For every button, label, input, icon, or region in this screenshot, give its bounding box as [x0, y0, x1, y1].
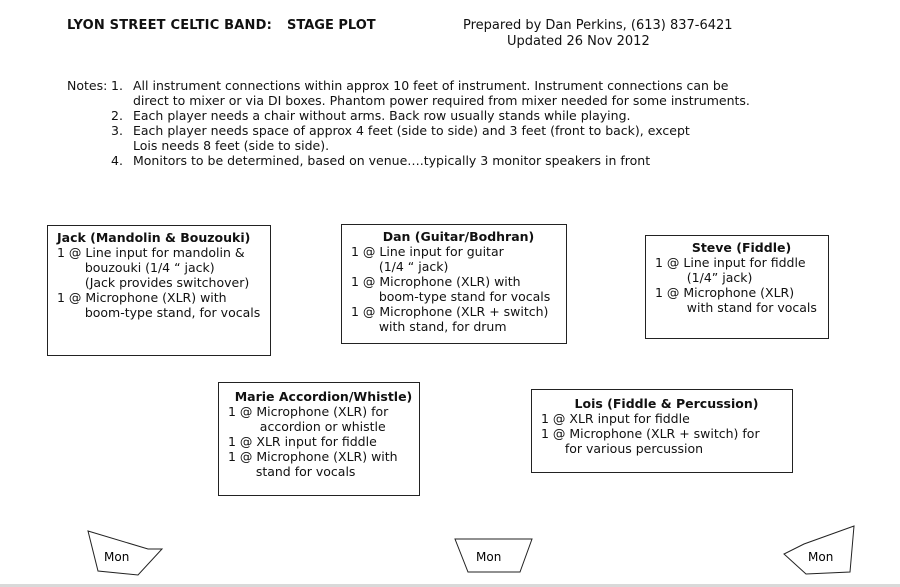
player-title: Steve (Fiddle) — [691, 240, 792, 255]
player-requirement: boom-type stand, for vocals — [57, 305, 261, 320]
monitor-left — [86, 529, 166, 577]
note-number: 1. — [111, 78, 123, 93]
player-requirement: 1 @ Line input for fiddle — [655, 255, 806, 270]
player-box-dan — [341, 224, 567, 344]
band-title: LYON STREET CELTIC BAND: — [67, 18, 273, 33]
player-requirement: 1 @ Microphone (XLR) — [655, 285, 795, 300]
player-requirement: bouzouki (1/4 “ jack) — [57, 260, 215, 275]
monitor-label: Mon — [476, 550, 502, 564]
player-requirement: 1 @ Microphone (XLR + switch) — [351, 304, 549, 319]
prepared-by: Prepared by Dan Perkins, (613) 837-6421 — [463, 18, 733, 33]
note-text: All instrument connections within approx 10 feet of instrument. Instrument connections can be direct to mixer or via DI boxes. Phantom power required from mixer needed for some instruments. — [133, 78, 750, 108]
updated-date: Updated 26 Nov 2012 — [507, 34, 650, 49]
player-title: Jack (Mandolin & Bouzouki) — [57, 230, 251, 245]
player-requirement: accordion or whistle — [228, 419, 386, 434]
player-requirement: stand for vocals — [228, 464, 356, 479]
player-requirement: (1/4” jack) — [655, 270, 753, 285]
player-requirement: 1 @ Microphone (XLR) with — [228, 449, 398, 464]
monitor-center — [454, 538, 534, 578]
notes-label: Notes: — [67, 78, 108, 93]
player-requirement: with stand, for drum — [351, 319, 507, 334]
player-requirement: (1/4 “ jack) — [351, 259, 449, 274]
player-box-jack — [47, 225, 271, 356]
note-text: Each player needs a chair without arms. Back row usually stands while playing. — [133, 108, 631, 123]
player-title: Dan (Guitar/Bodhran) — [382, 229, 535, 244]
note-text: Monitors to be determined, based on venue….typically 3 monitor speakers in front — [133, 153, 651, 168]
note-number: 3. — [111, 123, 123, 138]
monitor-shape — [782, 524, 858, 578]
monitor-label: Mon — [808, 550, 834, 564]
player-box-marie — [218, 382, 420, 496]
player-requirement: 1 @ Microphone (XLR) with — [57, 290, 227, 305]
player-requirement: 1 @ XLR input for fiddle — [228, 434, 377, 449]
note-number: 4. — [111, 153, 123, 168]
player-box-steve — [645, 235, 829, 339]
player-requirement: 1 @ Microphone (XLR) with — [351, 274, 521, 289]
player-requirement: 1 @ Line input for guitar — [351, 244, 504, 259]
player-requirement: 1 @ Microphone (XLR) for — [228, 404, 389, 419]
page-subtitle: STAGE PLOT — [287, 18, 376, 33]
note-text: Each player needs space of approx 4 feet (side to side) and 3 feet (front to back), except Lois needs 8 feet (side to side). — [133, 123, 690, 153]
monitor-right — [782, 524, 858, 578]
player-requirement: boom-type stand for vocals — [351, 289, 551, 304]
player-requirement: 1 @ Microphone (XLR + switch) for — [541, 426, 760, 441]
player-box-lois — [531, 389, 793, 473]
player-title: Lois (Fiddle & Percussion) — [574, 396, 759, 411]
monitor-label: Mon — [104, 550, 130, 564]
player-title: Marie Accordion/Whistle) — [234, 389, 413, 404]
player-requirement: 1 @ Line input for mandolin & — [57, 245, 245, 260]
player-requirement: with stand for vocals — [655, 300, 817, 315]
monitor-shape — [86, 529, 166, 577]
player-requirement: 1 @ XLR input for fiddle — [541, 411, 690, 426]
monitor-shape — [454, 538, 534, 578]
note-number: 2. — [111, 108, 123, 123]
player-requirement: for various percussion — [541, 441, 704, 456]
player-requirement: (Jack provides switchover) — [57, 275, 250, 290]
